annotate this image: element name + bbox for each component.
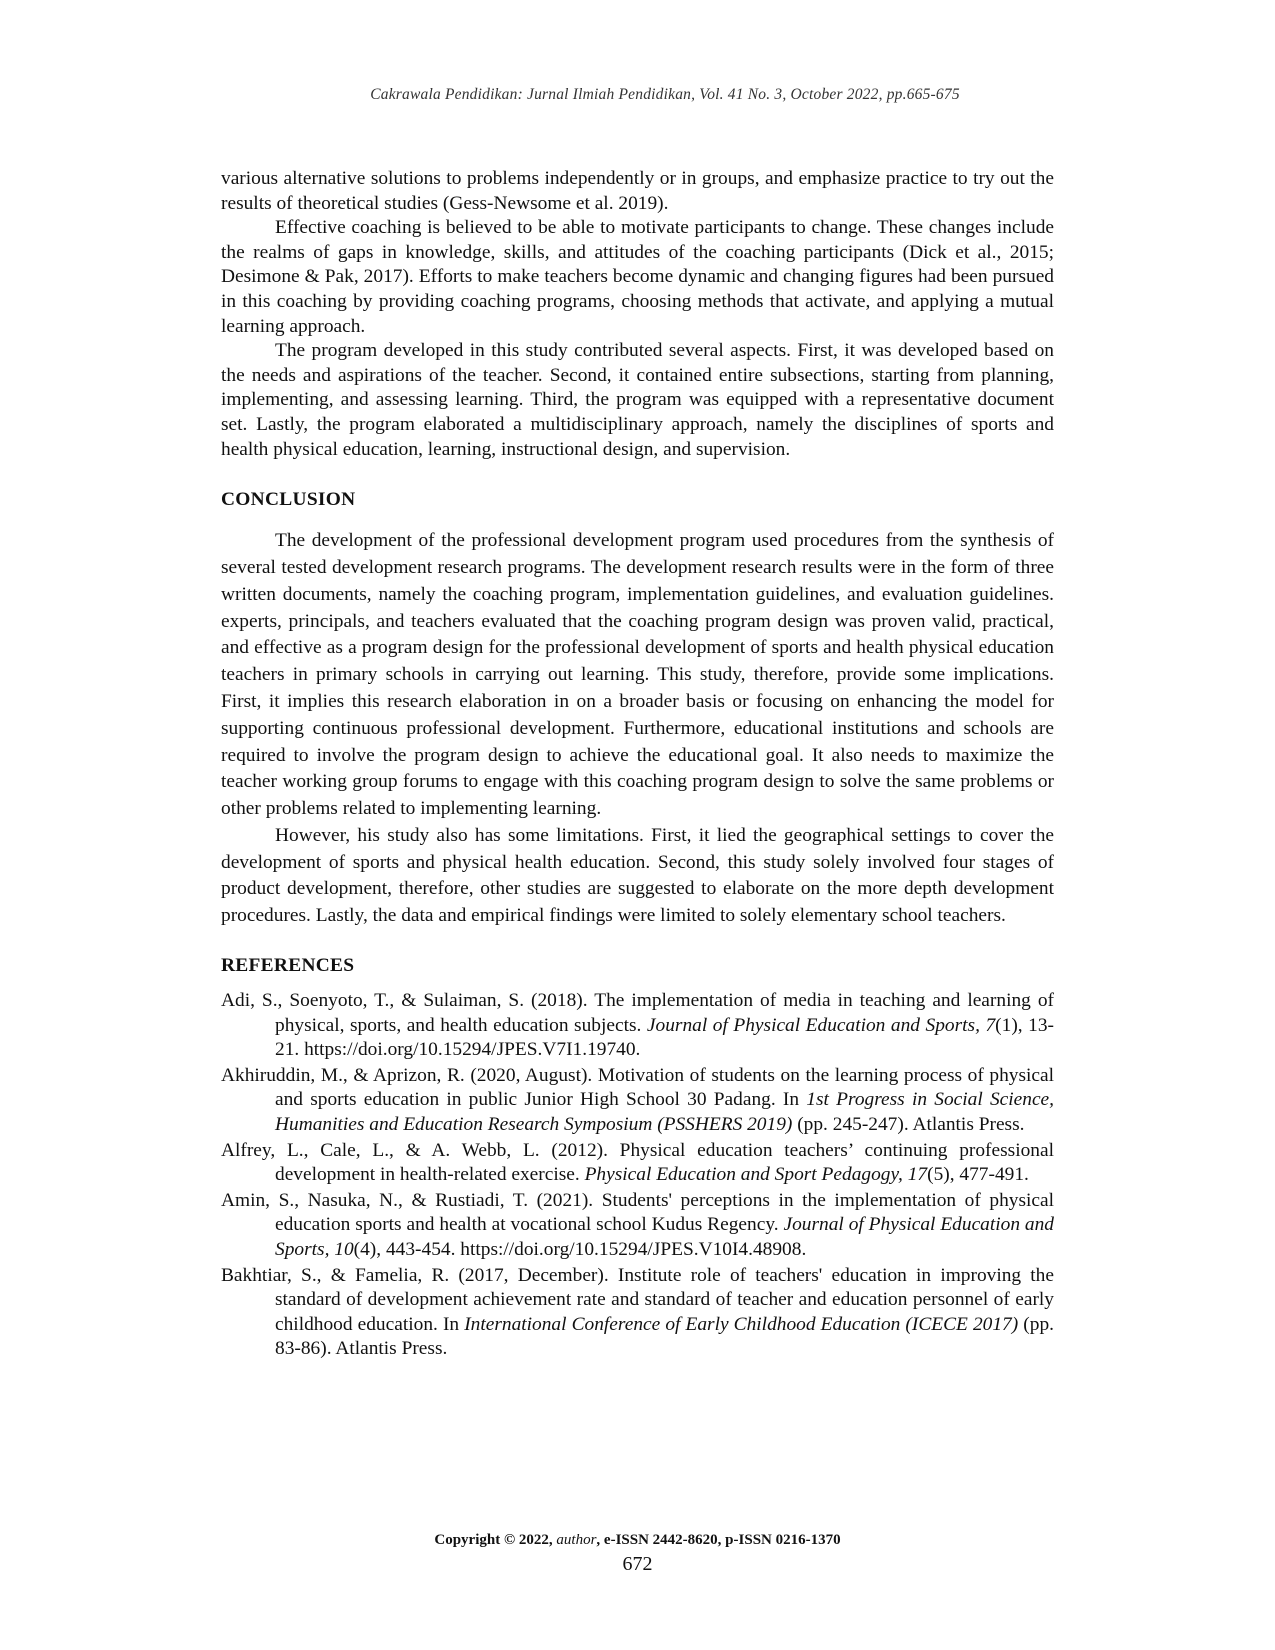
copyright-footer (0, 1532, 1275, 1549)
reference-text: (4), 443-454. https://doi.org/10.15294/JPES.V10I4.48908. (353, 1239, 807, 1261)
conclusion-heading: CONCLUSION (221, 489, 356, 511)
reference-text: (pp. 245-247). Atlantis Press. (792, 1114, 1025, 1136)
reference-item (221, 1189, 1054, 1263)
reference-text: (pp. 83-86). Atlantis Press. (275, 1313, 1054, 1360)
page-number: 672 (622, 1553, 653, 1575)
reference-text: Amin, S., Nasuka, N., & Rustiadi, T. (2021). Students' perceptions in the implementation of physical education sports and health at vocational school Kudus Regency. (221, 1189, 1054, 1236)
conclusion-paragraph: However, his study also has some limitations. First, it lied the geographical settings to cover the development of sports and physical health education. Second, this study solely involved four stages of product development, therefore, other studies are suggested to elaborate on the more depth development procedures. Lastly, the data and empirical findings were limited to solely elementary school teachers. (221, 824, 1054, 927)
page-content (221, 167, 1054, 1362)
body-paragraph: various alternative solutions to problems independently or in groups, and emphasize practice to try out the results of theoretical studies (Gess-Newsome et al. 2019). (221, 168, 1054, 214)
reference-journal: Journal of Physical Education and Sports, 7 (646, 1014, 996, 1036)
reference-journal: Journal of Physical Education and Sports, 10 (275, 1214, 1055, 1261)
reference-journal: International Conference of Early Childhood Education (ICECE 2017) (464, 1313, 1019, 1335)
body-paragraph: The program developed in this study contributed several aspects. First, it was developed based on the needs and aspirations of the teacher. Second, it contained entire subsections, starting from planning, implementing, and assessing learning. Third, the program was equipped with a representative document set. Lastly, the program elaborated a multidisciplinary approach, namely the disciplines of sports and health physical education, learning, instructional design, and supervision. (221, 340, 1054, 460)
running-header: Cakrawala Pendidikan: Jurnal Ilmiah Pendidikan, Vol. 41 No. 3, October 2022, pp.665-675 (370, 86, 960, 103)
reference-text: Bakhtiar, S., & Famelia, R. (2017, December). Institute role of teachers' education in improving the standard of development achievement rate and standard of teacher and education personnel of early childhood education. In (221, 1264, 1054, 1335)
reference-item (221, 1264, 1054, 1362)
reference-list (221, 989, 1054, 1362)
conclusion-paragraph: The development of the professional development program used procedures from the synthesis of several tested development research programs. The development research results were in the form of three written documents, namely the coaching program, implementation guidelines, and evaluation guidelines. experts, principals, and teachers evaluated that the coaching program design was proven valid, practical, and effective as a program design for the professional development of sports and health physical education teachers in primary schools in carrying out learning. This study, therefore, provide some implications. First, it implies this research elaboration in on a broader basis or focusing on enhancing the model for supporting continuous professional development. Furthermore, educational institutions and schools are required to involve the program design to achieve the educational goal. It also needs to maximize the teacher working group forums to engage with this coaching program design to solve the same problems or other problems related to implementing learning. (221, 530, 1054, 820)
reference-text: (5), 477-491. (927, 1164, 1029, 1186)
copyright-text: Copyright © 2022, (434, 1532, 557, 1548)
copyright-issn: , e-ISSN 2442-8620, p-ISSN 0216-1370 (596, 1532, 841, 1548)
conclusion-section (221, 528, 1054, 930)
reference-text: Adi, S., Soenyoto, T., & Sulaiman, S. (2018). The implementation of media in teaching and learning of physical, sports, and health education subjects. (221, 990, 1054, 1036)
reference-item (221, 989, 1054, 1063)
reference-text: Alfrey, L., Cale, L., & A. Webb, L. (2012). Physical education teachers’ continuing professional development in health-related exercise. (221, 1139, 1054, 1186)
copyright-author: author (556, 1532, 597, 1548)
reference-text: Akhiruddin, M., & Aprizon, R. (2020, August). Motivation of students on the learning process of physical and sports education in public Junior High School 30 Padang. In (221, 1064, 1054, 1111)
body-paragraph: Effective coaching is believed to be able to motivate participants to change. These changes include the realms of gaps in knowledge, skills, and attitudes of the coaching participants (Dick et al., 2015; Desimone & Pak, 2017). Efforts to make teachers become dynamic and changing figures had been pursued in this coaching by providing coaching programs, choosing methods that activate, and applying a mutual learning approach. (221, 217, 1054, 337)
reference-item (221, 1064, 1054, 1138)
reference-journal: 1st Progress in Social Science, Humanities and Education Research Symposium (PSSHERS 2019) (275, 1089, 1054, 1136)
reference-text: (1), 13-21. https://doi.org/10.15294/JPES.V7I1.19740. (275, 1014, 1055, 1061)
reference-journal: Physical Education and Sport Pedagogy, 17 (584, 1164, 928, 1186)
reference-item (221, 1139, 1054, 1188)
references-heading: REFERENCES (221, 955, 355, 977)
